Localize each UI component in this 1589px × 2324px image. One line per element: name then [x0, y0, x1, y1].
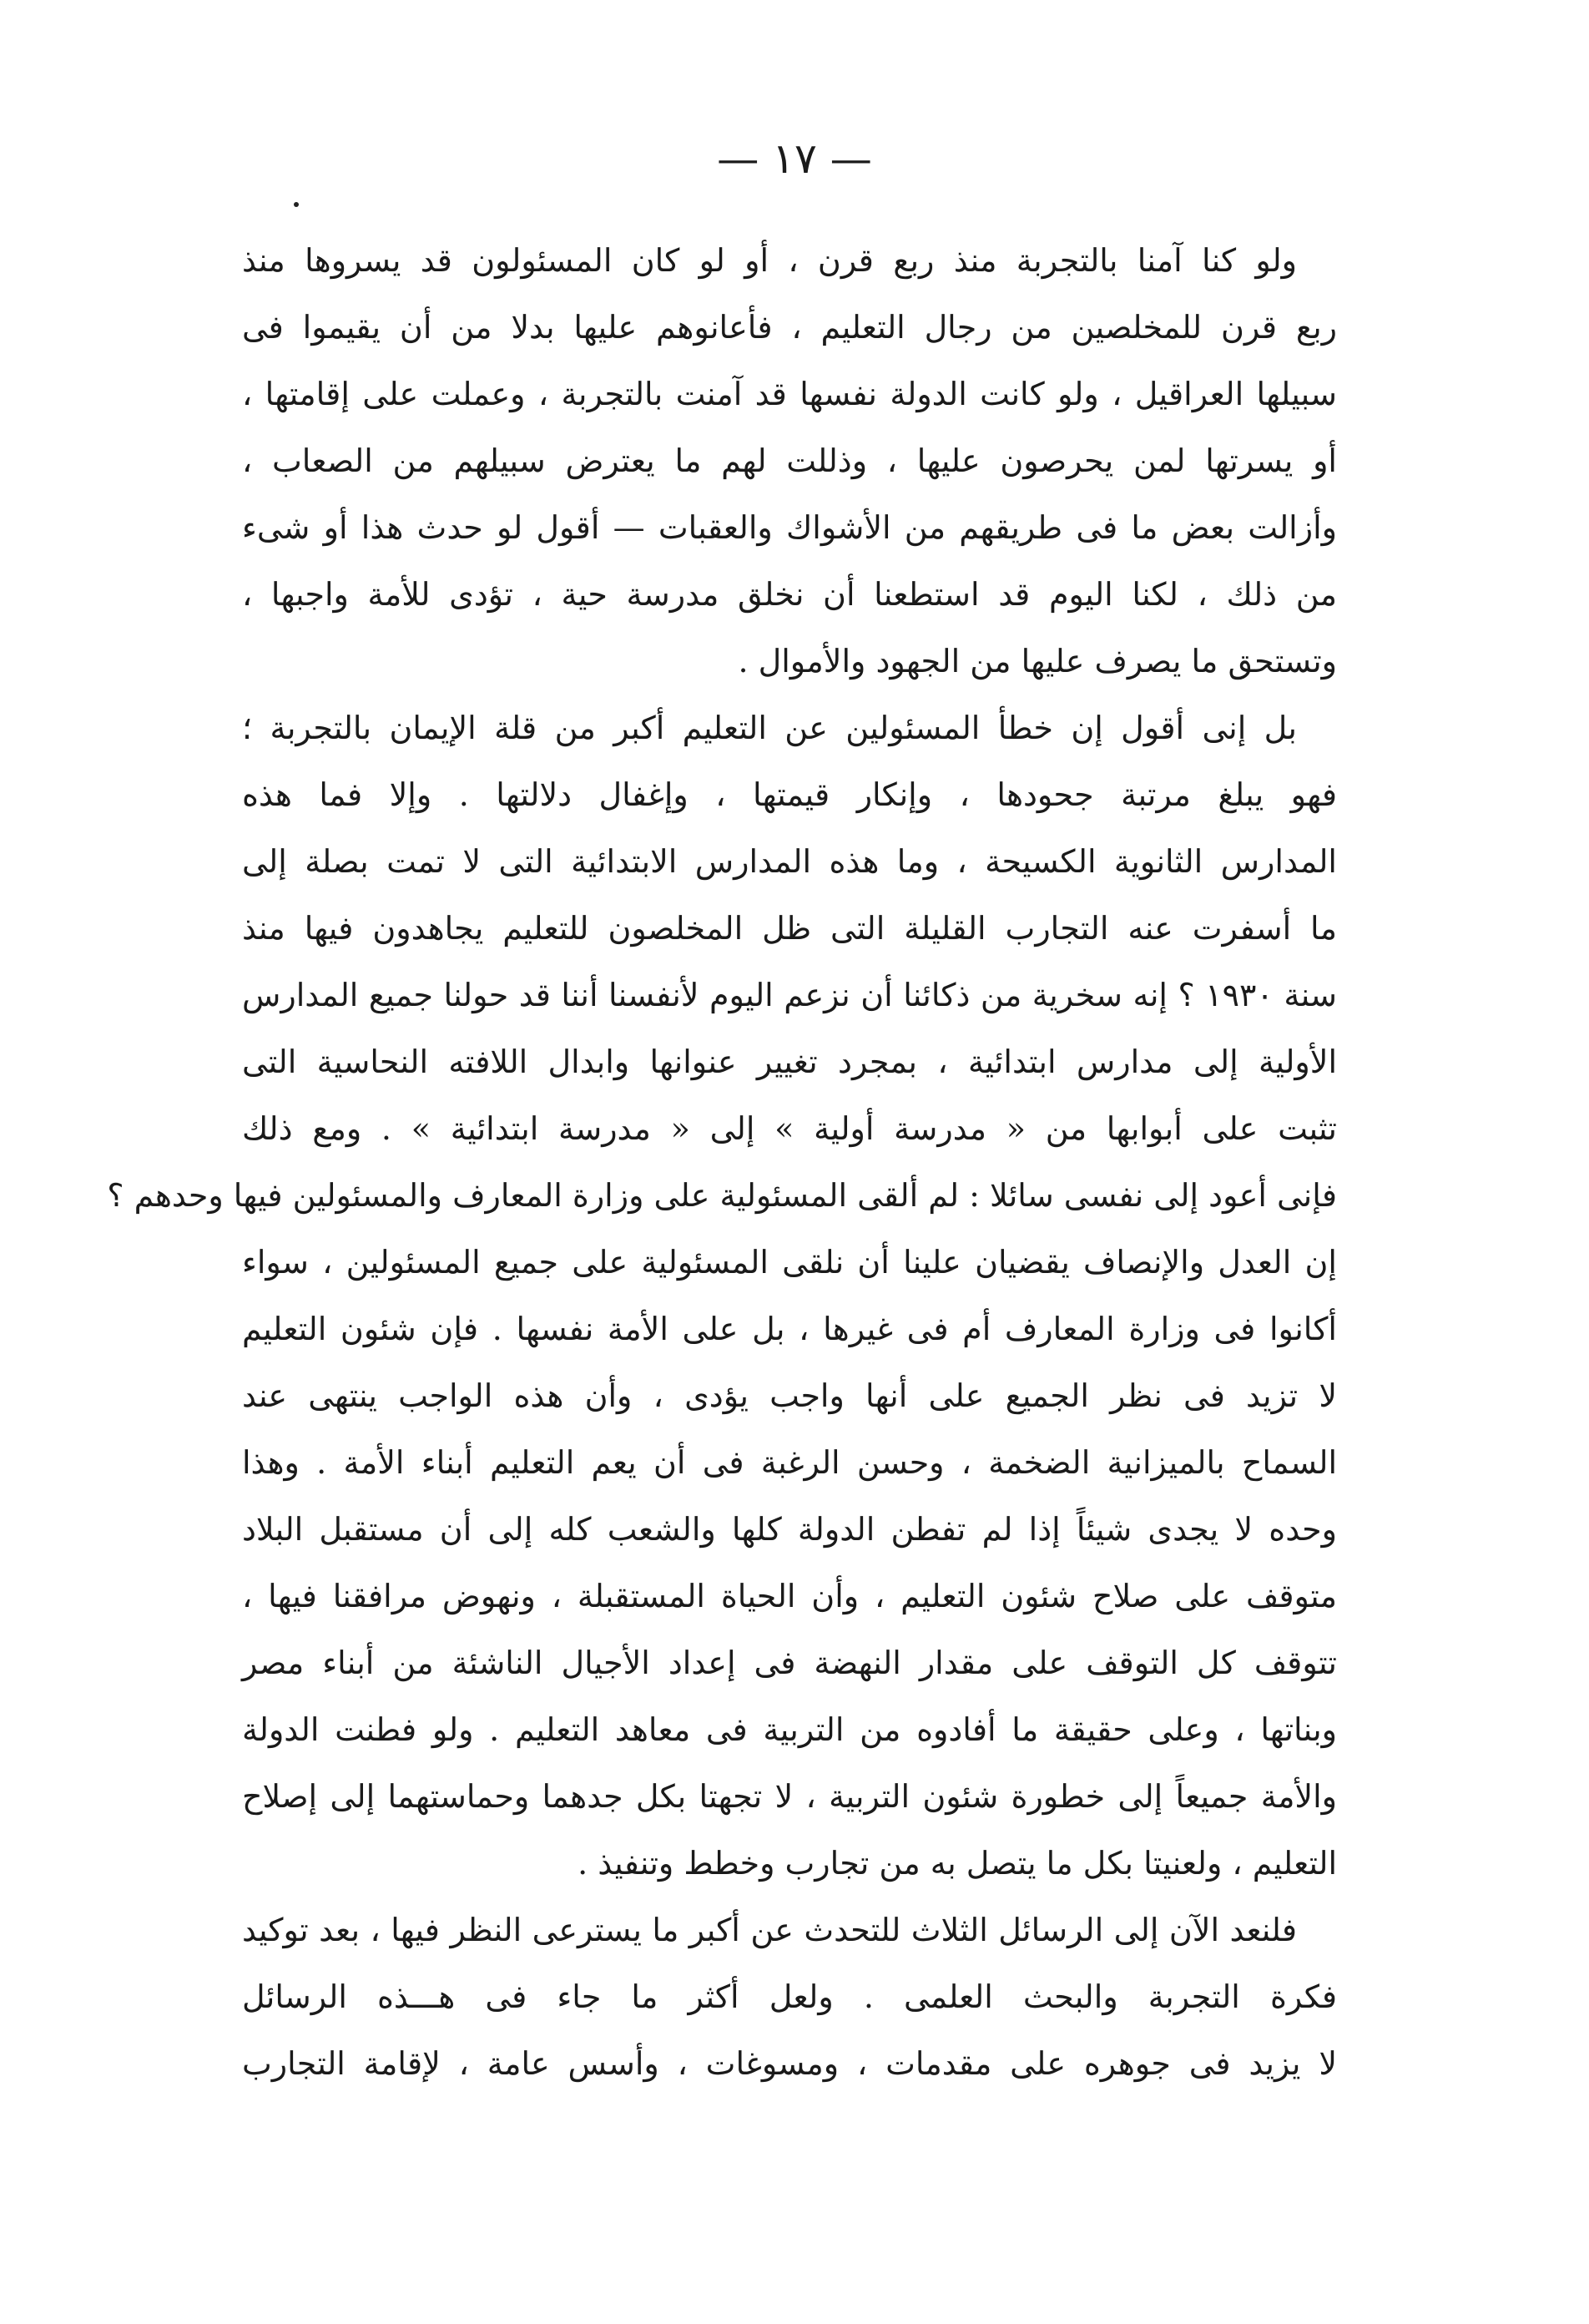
text-line: الأولية إلى مدارس ابتدائية ، بمجرد تغيير عنوانها وابدال اللافته النحاسية التى — [242, 1043, 1337, 1080]
text-line: إن العدل والإنصاف يقضيان علينا أن نلقى المسئولية على جميع المسئولين ، سواء — [242, 1244, 1337, 1281]
text-line: سبيلها العراقيل ، ولو كانت الدولة نفسها قد آمنت بالتجربة ، وعملت على إقامتها ، — [242, 376, 1337, 412]
ink-speck — [294, 202, 299, 207]
page-number: — ١٧ — — [717, 134, 872, 183]
text-line: ولو كنا آمنا بالتجربة منذ ربع قرن ، أو لو كان المسئولون قد يسروها منذ — [242, 242, 1297, 279]
text-line: وبناتها ، وعلى حقيقة ما أفادوه من التربية فى معاهد التعليم . ولو فطنت الدولة — [242, 1711, 1337, 1748]
paragraph-2 — [107, 695, 1337, 1897]
text-line: لا يزيد فى جوهره على مقدمات ، ومسوغات ، وأسس عامة ، لإقامة التجارب — [242, 2045, 1337, 2082]
text-line: أكانوا فى وزارة المعارف أم فى غيرها ، بل على الأمة نفسها . فإن شئون التعليم — [242, 1311, 1337, 1347]
text-line: فهو يبلغ مرتبة جحودها ، وإنكار قيمتها ، وإغفال دلالتها . وإلا فما هذه — [242, 776, 1337, 813]
text-line: فكرة التجربة والبحث العلمى . ولعل أكثر ما جاء فى هـــذه الرسائل — [242, 1978, 1337, 2015]
paragraph-1 — [242, 227, 1337, 695]
text-line: وحده لا يجدى شيئاً إذا لم تفطن الدولة كلها والشعب كله إلى أن مستقبل البلاد — [242, 1511, 1337, 1548]
text-line: والأمة جميعاً إلى خطورة شئون التربية ، لا تجهتا بكل جدهما وحماستهما إلى إصلاح — [242, 1778, 1337, 1815]
text-line: السماح بالميزانية الضخمة ، وحسن الرغبة فى أن يعم التعليم أبناء الأمة . وهذا — [242, 1444, 1337, 1481]
text-line: متوقف على صلاح شئون التعليم ، وأن الحياة المستقبلة ، ونهوض مرافقنا فيها ، — [242, 1578, 1337, 1614]
text-line: أو يسرتها لمن يحرصون عليها ، وذللت لهم ما يعترض سبيلهم من الصعاب ، — [242, 442, 1337, 479]
text-line: بل إنى أقول إن خطأ المسئولين عن التعليم أكبر من قلة الإيمان بالتجربة ؛ — [242, 710, 1297, 746]
text-line: من ذلك ، لكنا اليوم قد استطعنا أن نخلق مدرسة حية ، تؤدى للأمة واجبها ، — [242, 576, 1337, 613]
text-line: فلنعد الآن إلى الرسائل الثلاث للتحدث عن أكبر ما يسترعى النظر فيها ، بعد توكيد — [242, 1912, 1297, 1948]
text-line: ربع قرن للمخلصين من رجال التعليم ، فأعانوهم عليها بدلا من أن يقيموا فى — [242, 309, 1337, 346]
text-line: سنة ١٩٣٠ ؟ إنه سخرية من ذكائنا أن نزعم اليوم لأنفسنا أننا قد حولنا جميع المدارس — [242, 977, 1337, 1013]
text-line: ما أسفرت عنه التجارب القليلة التى ظل المخلصون للتعليم يجاهدون فيها منذ — [242, 910, 1337, 947]
text-line: لا تزيد فى نظر الجميع على أنها واجب يؤدى ، وأن هذه الواجب ينتهى عند — [242, 1377, 1337, 1414]
text-line: وتستحق ما يصرف عليها من الجهود والأموال . — [738, 643, 1337, 680]
text-line: وأزالت بعض ما فى طريقهم من الأشواك والعقبات — أقول لو حدث هذا أو شىء — [242, 509, 1337, 546]
text-line: فإنى أعود إلى نفسى سائلا : لم ألقى المسئولية على وزارة المعارف والمسئولين فيها وحدهم ؟ — [107, 1177, 1337, 1214]
text-line: تتوقف كل التوقف على مقدار النهضة فى إعداد الأجيال الناشئة من أبناء مصر — [242, 1644, 1337, 1681]
text-line: تثبت على أبوابها من « مدرسة أولية » إلى « مدرسة ابتدائية » . ومع ذلك — [242, 1110, 1337, 1147]
text-line: المدارس الثانوية الكسيحة ، وما هذه المدارس الابتدائية التى لا تمت بصلة إلى — [242, 843, 1337, 880]
paragraph-3 — [242, 1897, 1337, 2097]
text-line: التعليم ، ولعنيتا بكل ما يتصل به من تجارب وخطط وتنفيذ . — [578, 1845, 1337, 1882]
body-text — [107, 227, 1337, 2097]
